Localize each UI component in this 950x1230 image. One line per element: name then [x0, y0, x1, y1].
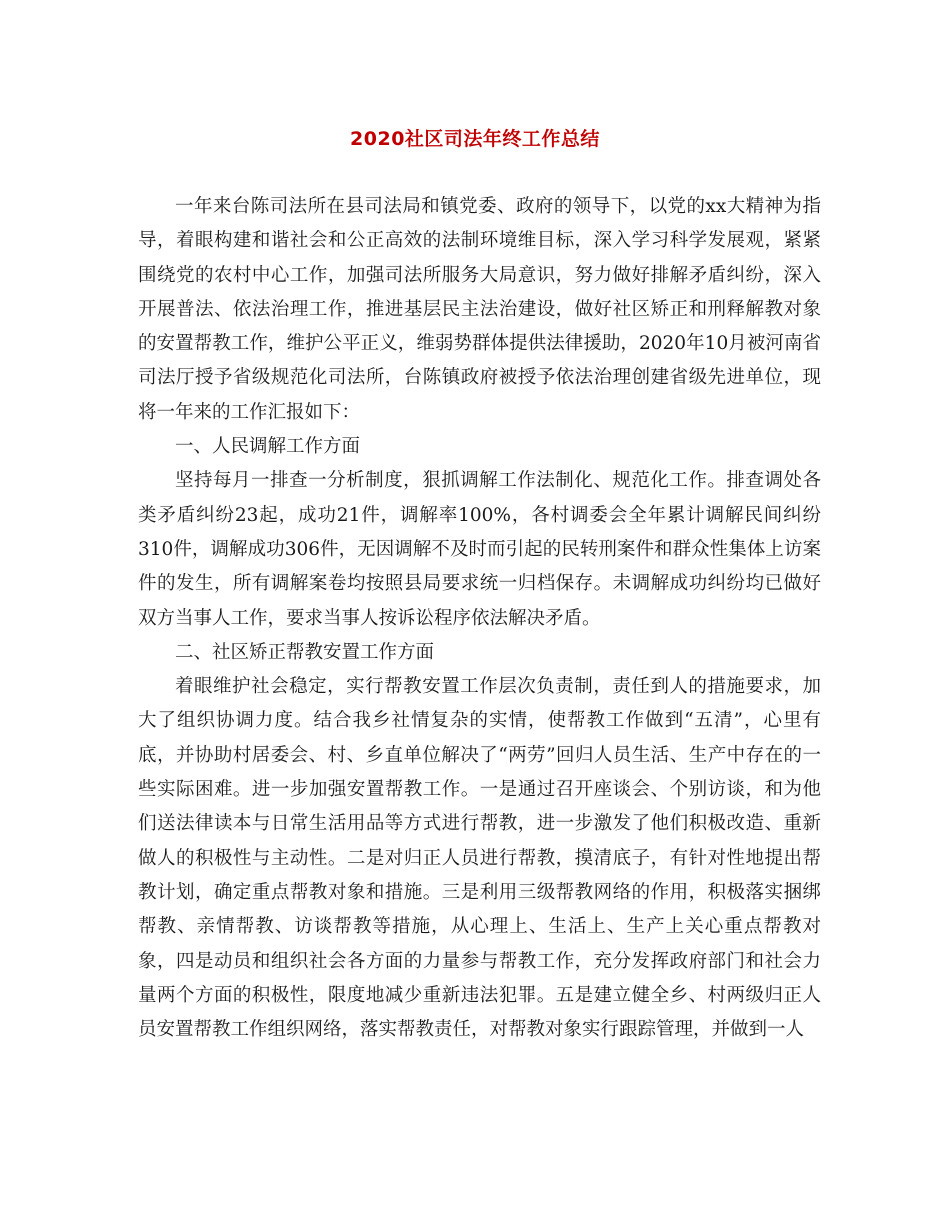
document-title: 2020社区司法年终工作总结: [350, 128, 600, 150]
mediation-paragraph: 坚持每月一排查一分析制度，狠抓调解工作法制化、规范化工作。排查调处各类矛盾纠纷23起，成功21件，调解率100%，各村调委会全年累计调解民间纠纷310件，调解成功306件，无因调解不及时而引起的民转刑案件和群众性集体上访案件的发生，所有调解案卷均按照县局要求统一归档保存。未调解成功纠纷均已做好双方当事人工作，要求当事人按诉讼程序依法解决矛盾。: [138, 470, 821, 629]
document-body: [138, 190, 821, 1047]
intro-paragraph: 一年来台陈司法所在县司法局和镇党委、政府的领导下，以党的xx大精神为指导，着眼构建和谐社会和公正高效的法制环境维目标，深入学习科学发展观，紧紧围绕党的农村中心工作，加强司法所服务大局意识，努力做好排解矛盾纠纷，深入开展普法、依法治理工作，推进基层民主法治建设，做好社区矫正和刑释解教对象的安置帮教工作，维护公平正义，维弱势群体提供法律援助，2020年10月被河南省司法厅授予省级规范化司法所，台陈镇政府被授予依法治理创建省级先进单位，现将一年来的工作汇报如下：: [138, 196, 821, 423]
section-heading-mediation: 一、人民调解工作方面: [175, 436, 361, 458]
correction-paragraph: 着眼维护社会稳定，实行帮教安置工作层次负责制，责任到人的措施要求，加大了组织协调力度。结合我乡社情复杂的实情，使帮教工作做到“五清”，心里有底，并协助村居委会、村、乡直单位解决了“两劳”回归人员生活、生产中存在的一些实际困难。进一步加强安置帮教工作。一是通过召开座谈会、个别访谈，和为他们送法律读本与日常生活用品等方式进行帮教，进一步激发了他们积极改造、重新做人的积极性与主动性。二是对归正人员进行帮教，摸清底子，有针对性地提出帮教计划，确定重点帮教对象和措施。三是利用三级帮教网络的作用，积极落实捆绑帮教、亲情帮教、访谈帮教等措施，从心理上、生活上、生产上关心重点帮教对象，四是动员和组织社会各方面的力量参与帮教工作，充分发挥政府部门和社会力量两个方面的积极性，限度地减少重新违法犯罪。五是建立健全乡、村两级归正人员安置帮教工作组织网络，落实帮教责任，对帮教对象实行跟踪管理，并做到一人: [138, 676, 821, 1041]
section-heading-correction: 二、社区矫正帮教安置工作方面: [175, 641, 435, 663]
